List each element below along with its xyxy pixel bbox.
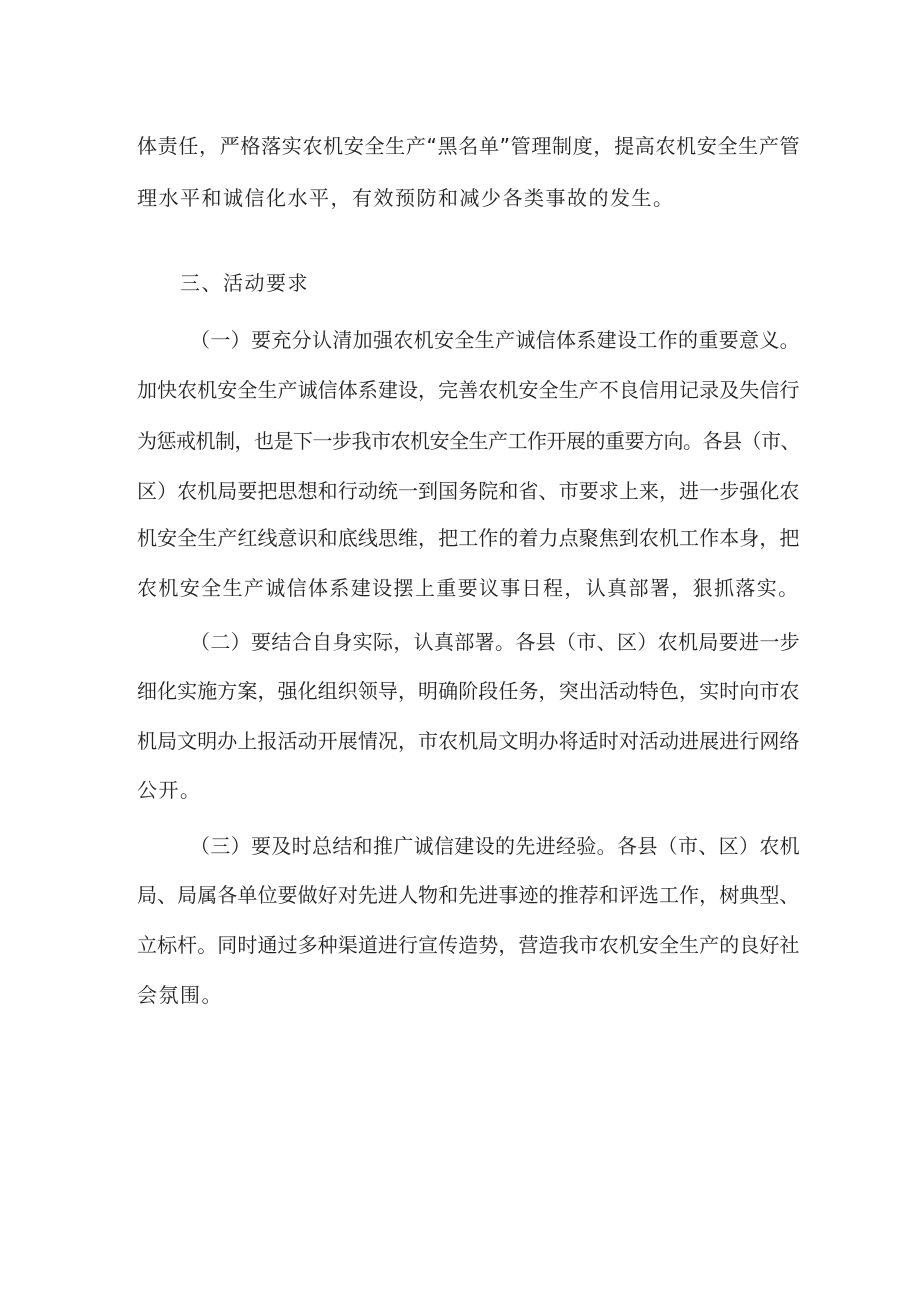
text-line: 加快农机安全生产诚信体系建设，完善农机安全生产不良信用记录及失信行 bbox=[137, 378, 800, 402]
text-line: 会氛围。 bbox=[137, 983, 223, 1007]
text-line: 为惩戒机制，也是下一步我市农机安全生产工作开展的重要方向。各县（市、 bbox=[137, 429, 800, 453]
section-heading: 三、活动要求 bbox=[180, 271, 309, 295]
text-line: 农机安全生产诚信体系建设摆上重要议事日程，认真部署，狠抓落实。 bbox=[137, 576, 800, 600]
text-line: （三）要及时总结和推广诚信建设的先进经验。各县（市、区）农机 bbox=[190, 834, 800, 858]
text-line: 机局文明办上报活动开展情况，市农机局文明办将适时对活动进展进行网络 bbox=[137, 729, 800, 753]
text-line: 区）农机局要把思想和行动统一到国务院和省、市要求上来，进一步强化农 bbox=[137, 479, 800, 503]
text-line: 公开。 bbox=[137, 778, 202, 802]
text-line: （一）要充分认清加强农机安全生产诚信体系建设工作的重要意义。 bbox=[190, 328, 800, 352]
text-line: 机安全生产红线意识和底线思维，把工作的着力点聚焦到农机工作本身，把 bbox=[137, 526, 800, 550]
text-line: 局、局属各单位要做好对先进人物和先进事迹的推荐和评选工作，树典型、 bbox=[137, 883, 800, 907]
text-line: （二）要结合自身实际，认真部署。各县（市、区）农机局要进一步 bbox=[190, 630, 800, 654]
text-line: 细化实施方案，强化组织领导，明确阶段任务，突出活动特色，实时向市农 bbox=[137, 679, 800, 703]
text-line: 体责任，严格落实农机安全生产“黑名单”管理制度，提高农机安全生产管 bbox=[137, 134, 801, 158]
text-line: 理水平和诚信化水平，有效预防和减少各类事故的发生。 bbox=[137, 186, 675, 210]
text-line: 立标杆。同时通过多种渠道进行宣传造势，营造我市农机安全生产的良好社 bbox=[137, 933, 800, 957]
